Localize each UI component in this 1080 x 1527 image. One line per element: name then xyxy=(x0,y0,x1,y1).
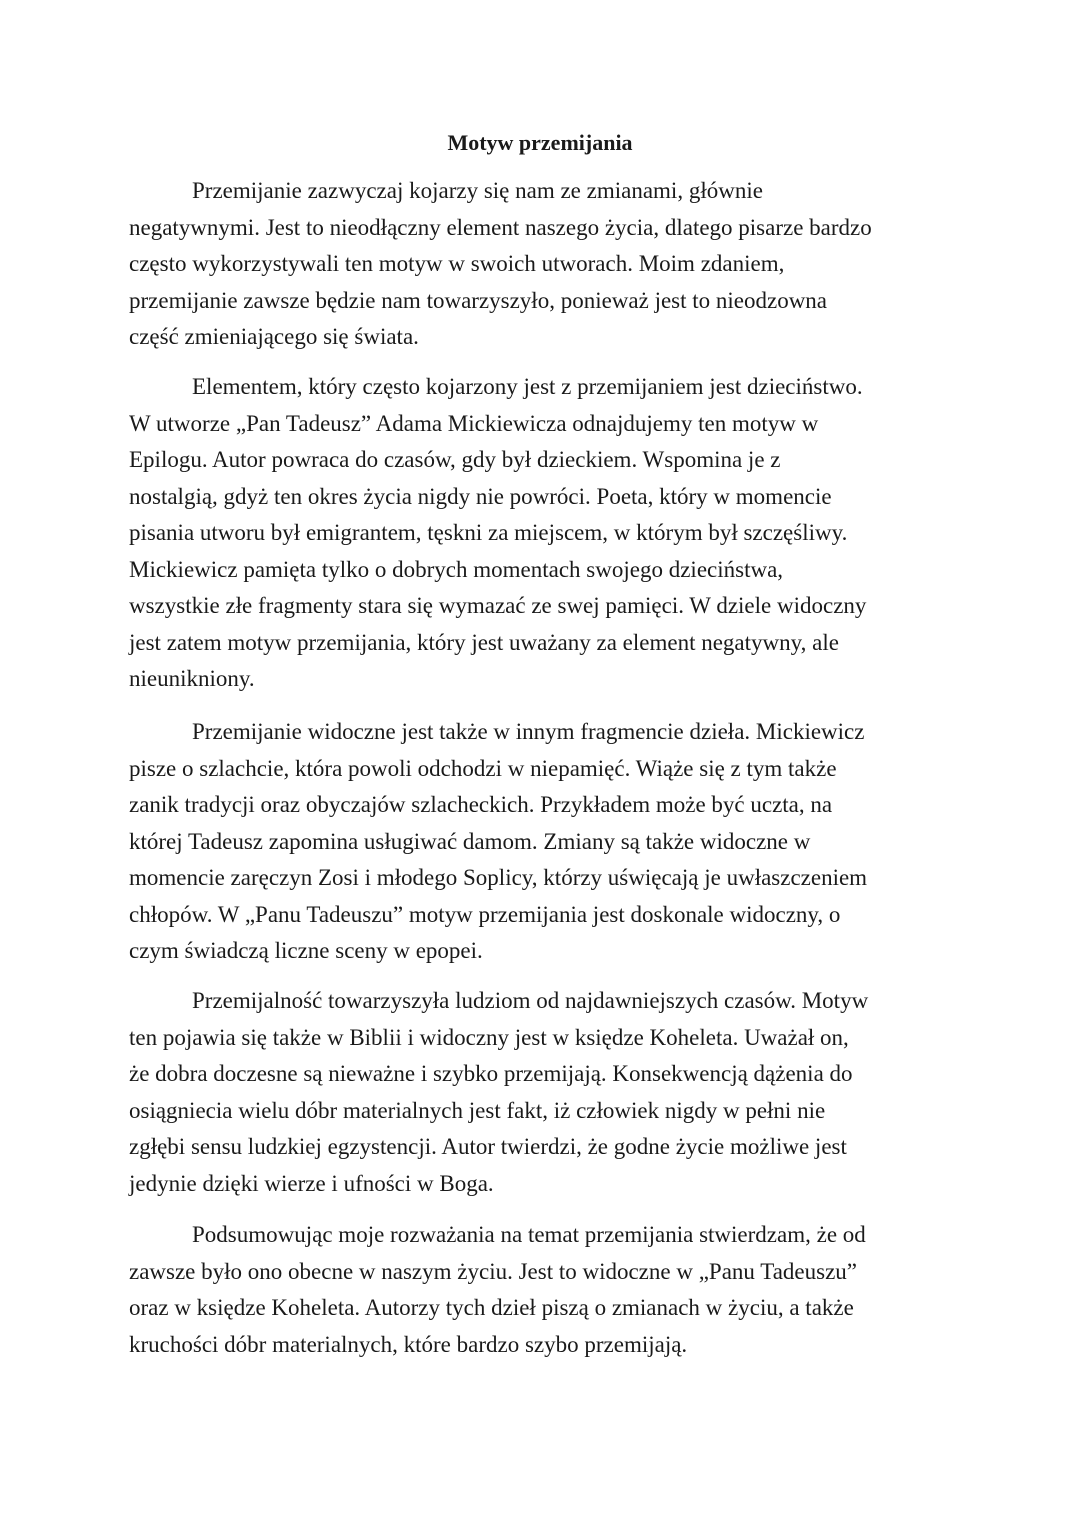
paragraph-4 xyxy=(129,983,868,1202)
text-line: zawsze było ono obecne w naszym życiu. Jest to widoczne w „Panu Tadeuszu” xyxy=(129,1258,857,1284)
text-line: nieunikniony. xyxy=(129,666,255,691)
text-line: jest zatem motyw przemijania, który jest uważany za element negatywny, ale xyxy=(129,629,839,655)
text-line: Przemijalność towarzyszyła ludziom od najdawniejszych czasów. Motyw xyxy=(192,988,869,1013)
text-line: Przemijanie widoczne jest także w innym fragmencie dzieła. Mickiewicz xyxy=(192,719,865,744)
text-line: pisze o szlachcie, która powoli odchodzi w niepamięć. Wiąże się z tym także xyxy=(129,755,837,781)
paragraph-1 xyxy=(129,173,872,356)
text-line: czym świadczą liczne sceny w epopei. xyxy=(129,938,483,963)
text-line: nostalgią, gdyż ten okres życia nigdy nie powróci. Poeta, który w momencie xyxy=(129,483,832,509)
text-line: przemijanie zawsze będzie nam towarzyszyło, ponieważ jest to nieodzowna xyxy=(129,287,828,313)
text-line: zgłębi sensu ludzkiej egzystencji. Autor twierdzi, że godne życie możliwe jest xyxy=(129,1134,847,1159)
text-line: W utworze „Pan Tadeusz” Adama Mickiewicza odnajdujemy ten motyw w xyxy=(129,410,819,436)
text-line: ten pojawia się także w Biblii i widoczny jest w księdze Koheleta. Uważał on, xyxy=(129,1024,849,1050)
text-line: często wykorzystywali ten motyw w swoich utworach. Moim zdaniem, xyxy=(129,251,785,276)
text-line: pisania utworu był emigrantem, tęskni za miejscem, w którym był szczęśliwy. xyxy=(129,520,848,545)
text-line: której Tadeusz zapomina usługiwać damom. Zmiany są także widoczne w xyxy=(129,828,811,854)
text-line: Przemijanie zazwyczaj kojarzy się nam ze zmianami, głównie xyxy=(192,178,763,203)
text-line: wszystkie złe fragmenty stara się wymazać ze swej pamięci. W dziele widoczny xyxy=(129,593,867,618)
text-line: osiągniecia wielu dóbr materialnych jest fakt, iż człowiek nigdy w pełni nie xyxy=(129,1097,826,1123)
paragraph-2 xyxy=(129,369,866,698)
text-line: kruchości dóbr materialnych, które bardzo szybo przemijają. xyxy=(129,1331,688,1357)
text-line: Mickiewicz pamięta tylko o dobrych momentach swojego dzieciństwa, xyxy=(129,556,784,582)
text-line: część zmieniającego się świata. xyxy=(129,324,419,349)
text-line: Epilogu. Autor powraca do czasów, gdy był dzieckiem. Wspomina je z xyxy=(129,447,781,472)
document-title: Motyw przemijania xyxy=(447,130,633,155)
text-line: Elementem, który często kojarzony jest z przemijaniem jest dzieciństwo. xyxy=(192,374,863,399)
text-line: Podsumowując moje rozważania na temat przemijania stwierdzam, że od xyxy=(192,1222,866,1247)
text-line: oraz w księdze Koheleta. Autorzy tych dzieł piszą o zmianach w życiu, a także xyxy=(129,1295,854,1320)
text-line: jedynie dzięki wierze i ufności w Boga. xyxy=(129,1170,494,1196)
paragraph-3 xyxy=(129,714,867,970)
text-line: momencie zaręczyn Zosi i młodego Soplicy, którzy uświęcają je uwłaszczeniem xyxy=(129,865,868,890)
text-line: chłopów. W „Panu Tadeuszu” motyw przemijania jest doskonale widoczny, o xyxy=(129,901,841,927)
text-line: zanik tradycji oraz obyczajów szlacheckich. Przykładem może być uczta, na xyxy=(129,792,833,817)
paragraph-5 xyxy=(129,1217,866,1363)
text-line: że dobra doczesne są nieważne i szybko przemijają. Konsekwencją dążenia do xyxy=(129,1061,853,1086)
text-line: negatywnymi. Jest to nieodłączny element naszego życia, dlatego pisarze bardzo xyxy=(129,214,872,240)
